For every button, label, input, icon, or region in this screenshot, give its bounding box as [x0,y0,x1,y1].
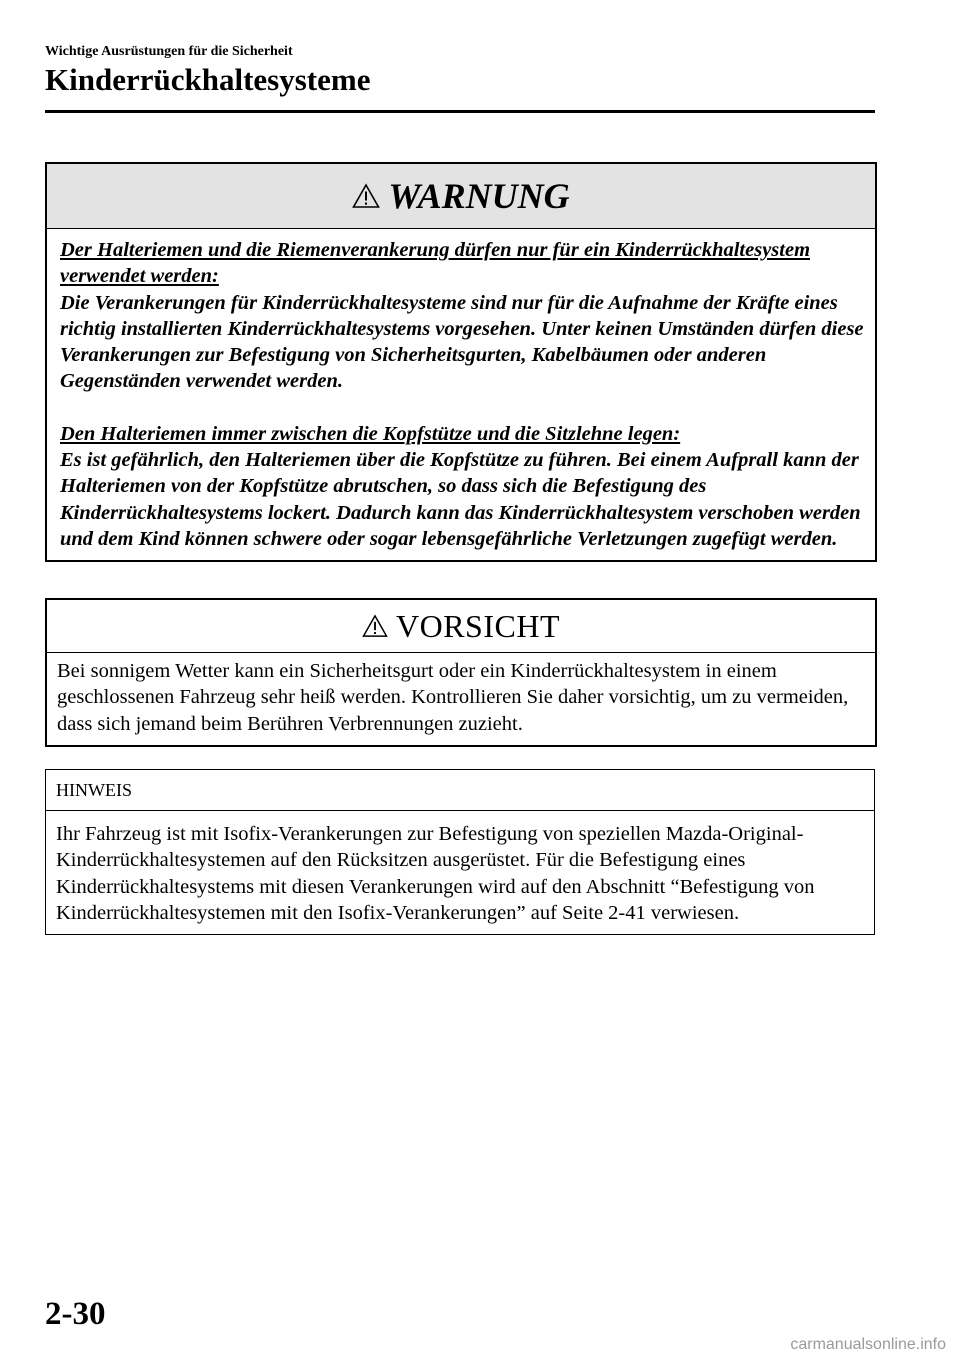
warning-text-2: Es ist gefährlich, den Halteriemen über die Kopfstütze zu führen. Bei einem Aufprall kann der Halteriemen von der Kopfstütze abrutschen, so dass sich die Befestigung des Kinderrückhaltesystems lockert. Dadurch kann das Kinderrückhaltesystem verschoben werden und dem Kind können schwere oder sogar lebensgefährliche Verletzungen zugefügt werden. [60,449,861,550]
section-label: Wichtige Ausrüstungen für die Sicherheit [45,44,293,59]
watermark: carmanualsonline.info [790,1336,946,1353]
caution-header [47,600,875,653]
caution-text: Bei sonnigem Wetter kann ein Sicherheitsgurt oder ein Kinderrückhaltesystem in einem geschlossenen Fahrzeug sehr heiß werden. Kontrollieren Sie daher vorsichtig, um zu vermeiden, dass sich jemand beim Berühren Verbrennungen zuzieht. [57,660,849,735]
warning-box [45,162,877,562]
warning-triangle-icon [352,183,380,209]
warning-heading: WARNUNG [388,176,570,216]
warning-header [47,164,875,229]
warning-triangle-icon [362,614,388,638]
warning-body [47,229,875,560]
page-number: 2-30 [45,1296,106,1332]
warning-text-1: Die Verankerungen für Kinderrückhaltesysteme sind nur für die Aufnahme der Kräfte eines richtig installierten Kinderrückhaltesystems vorgesehen. Unter keinen Umständen dürfen diese Verankerungen zur Befestigung von Sicherheitsgurten, Kabelbäumen oder anderen Gegenständen verwendet werden. [60,291,864,393]
page-title: Kinderrückhaltesysteme [45,62,371,97]
note-box [45,769,875,935]
caution-heading: VORSICHT [395,607,560,644]
warning-subheading-1: Der Halteriemen und die Riemenverankerung dürfen nur für ein Kinderrückhaltesystem verwendet werden: [60,239,811,288]
note-heading: HINWEIS [46,770,874,811]
paragraph-gap [60,395,867,421]
title-rule [45,110,875,113]
note-text: Ihr Fahrzeug ist mit Isofix-Verankerungen zur Befestigung von speziellen Mazda-Original-Kinderrückhaltesystemen auf den Rücksitzen ausgerüstet. Für die Befestigung eines Kinderrückhaltesystems mit diesen Verankerungen wird auf den Abschnitt “Befestigung von Kinderrückhaltesystemen mit den Isofix-Verankerungen” auf Seite 2-41 verwiesen. [56,823,815,924]
caution-box [45,598,877,747]
warning-subheading-2: Den Halteriemen immer zwischen die Kopfstütze und die Sitzlehne legen: [60,422,681,445]
